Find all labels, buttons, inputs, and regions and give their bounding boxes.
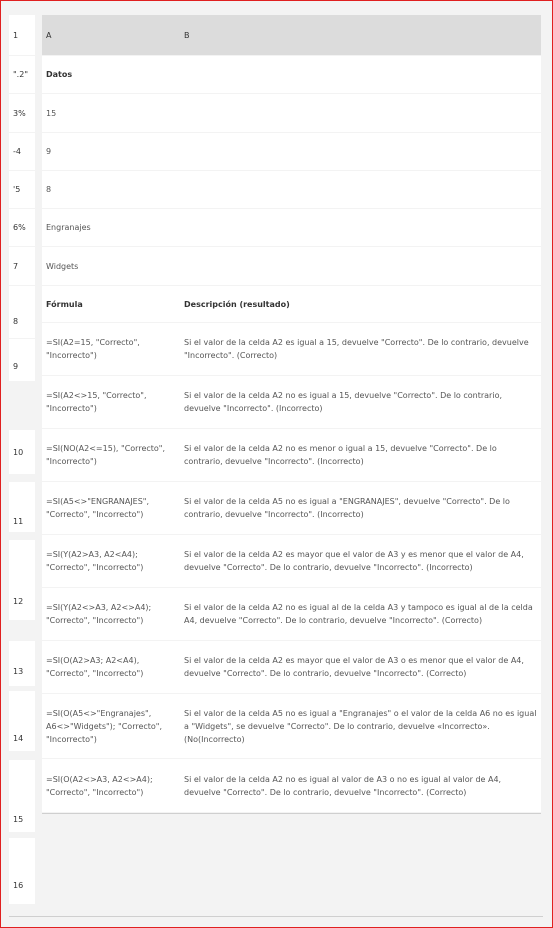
row-header-12[interactable]: 12 <box>9 540 35 620</box>
row-header-7[interactable]: 7 <box>9 247 35 285</box>
column-header-a[interactable]: A <box>42 15 180 55</box>
formula-cell-a-9[interactable]: =SI(O(A2<>A3, A2<>A4); "Correcto", "Incorrecto") <box>42 759 180 812</box>
formula-cell-b-1[interactable]: Si el valor de la celda A2 es igual a 15, devuelve "Correcto". De lo contrario, devuelve "Incorrecto". (Correcto) <box>180 323 541 375</box>
row-header-2[interactable]: ".2" <box>9 56 35 93</box>
formula-header-a[interactable]: Fórmula <box>42 286 180 322</box>
formula-cell-b-2[interactable]: Si el valor de la celda A2 no es igual a 15, devuelve "Correcto". De lo contrario, devuelve "Incorrecto". (Incorrecto) <box>180 376 541 428</box>
cell-a5[interactable]: 8 <box>42 171 541 208</box>
formula-cell-a-6[interactable]: =SI(Y(A2<>A3, A2<>A4); "Correcto", "Incorrecto") <box>42 588 180 640</box>
row-header-9[interactable]: 9 <box>9 339 35 381</box>
row-header-1[interactable]: 1 <box>9 15 35 55</box>
formula-cell-a-4[interactable]: =SI(A5<>"ENGRANAJES", "Correcto", "Incorrecto") <box>42 482 180 534</box>
formula-cell-b-4[interactable]: Si el valor de la celda A5 no es igual a "ENGRANAJES", devuelve "Correcto". De lo contrario, devuelve "Incorrecto". (Incorrecto) <box>180 482 541 534</box>
row-header-15[interactable]: 15 <box>9 760 35 832</box>
formula-cell-a-2[interactable]: =SI(A2<>15, "Correcto", "Incorrecto") <box>42 376 180 428</box>
row-header-5[interactable]: '5 <box>9 171 35 208</box>
formula-header-b[interactable]: Descripción (resultado) <box>180 286 541 322</box>
cell-a7[interactable]: Widgets <box>42 247 541 285</box>
formula-cell-b-5[interactable]: Si el valor de la celda A2 es mayor que el valor de A3 y es menor que el valor de A4, devuelve "Correcto". De lo contrario, devuelve "Incorrecto". (Incorrecto) <box>180 535 541 587</box>
row-header-6[interactable]: 6% <box>9 209 35 246</box>
formula-cell-a-1[interactable]: =SI(A2=15, "Correcto", "Incorrecto") <box>42 323 180 375</box>
cell-a3[interactable]: 15 <box>42 94 541 132</box>
formula-cell-b-6[interactable]: Si el valor de la celda A2 no es igual al de la celda A3 y tampoco es igual al de la celda A4, devuelve "Correcto". De lo contrario, devuelve "Incorrecto". (Correcto) <box>180 588 541 640</box>
row-header-13[interactable]: 13 <box>9 641 35 686</box>
cell-a6[interactable]: Engranajes <box>42 209 541 246</box>
row-header-16[interactable]: 16 <box>9 838 35 904</box>
formula-cell-b-3[interactable]: Si el valor de la celda A2 no es menor o igual a 15, devuelve "Correcto". De lo contrario, devuelve "Incorrecto". (Incorrecto) <box>180 429 541 481</box>
row-header-8[interactable]: 8 <box>9 286 35 338</box>
formula-cell-a-7[interactable]: =SI(O(A2>A3; A2<A4), "Correcto", "Incorrecto") <box>42 641 180 693</box>
formula-cell-a-8[interactable]: =SI(O(A5<>"Engranajes", A6<>"Widgets"); "Correcto", "Incorrecto") <box>42 694 180 758</box>
sheet-bottom-rule <box>9 916 543 917</box>
formula-cell-b-7[interactable]: Si el valor de la celda A2 es mayor que el valor de A3 o es menor que el valor de A4, devuelve "Correcto". De lo contrario, devuelve "Incorrecto". (Correcto) <box>180 641 541 693</box>
row-header-4[interactable]: -4 <box>9 133 35 170</box>
formula-cell-a-5[interactable]: =SI(Y(A2>A3, A2<A4); "Correcto", "Incorrecto") <box>42 535 180 587</box>
cell-a4[interactable]: 9 <box>42 133 541 170</box>
row-header-11[interactable]: 11 <box>9 482 35 532</box>
row-header-10[interactable]: 10 <box>9 430 35 474</box>
formula-cell-a-3[interactable]: =SI(NO(A2<=15), "Correcto", "Incorrecto") <box>42 429 180 481</box>
row-header-3[interactable]: 3% <box>9 94 35 132</box>
column-header-b[interactable]: B <box>180 15 541 55</box>
formula-cell-b-8[interactable]: Si el valor de la celda A5 no es igual a "Engranajes" o el valor de la celda A6 no es igual a "Widgets", se devuelve "Correcto". De lo contrario, devuelve «Incorrecto». (No(Incorrecto) <box>180 694 541 758</box>
table-bottom-rule <box>42 813 541 814</box>
cell-a2[interactable]: Datos <box>42 56 541 93</box>
row-header-14[interactable]: 14 <box>9 691 35 751</box>
formula-cell-b-9[interactable]: Si el valor de la celda A2 no es igual al valor de A3 o no es igual al valor de A4, devuelve "Correcto". De lo contrario, devuelve "Incorrecto". (Correcto) <box>180 759 541 812</box>
